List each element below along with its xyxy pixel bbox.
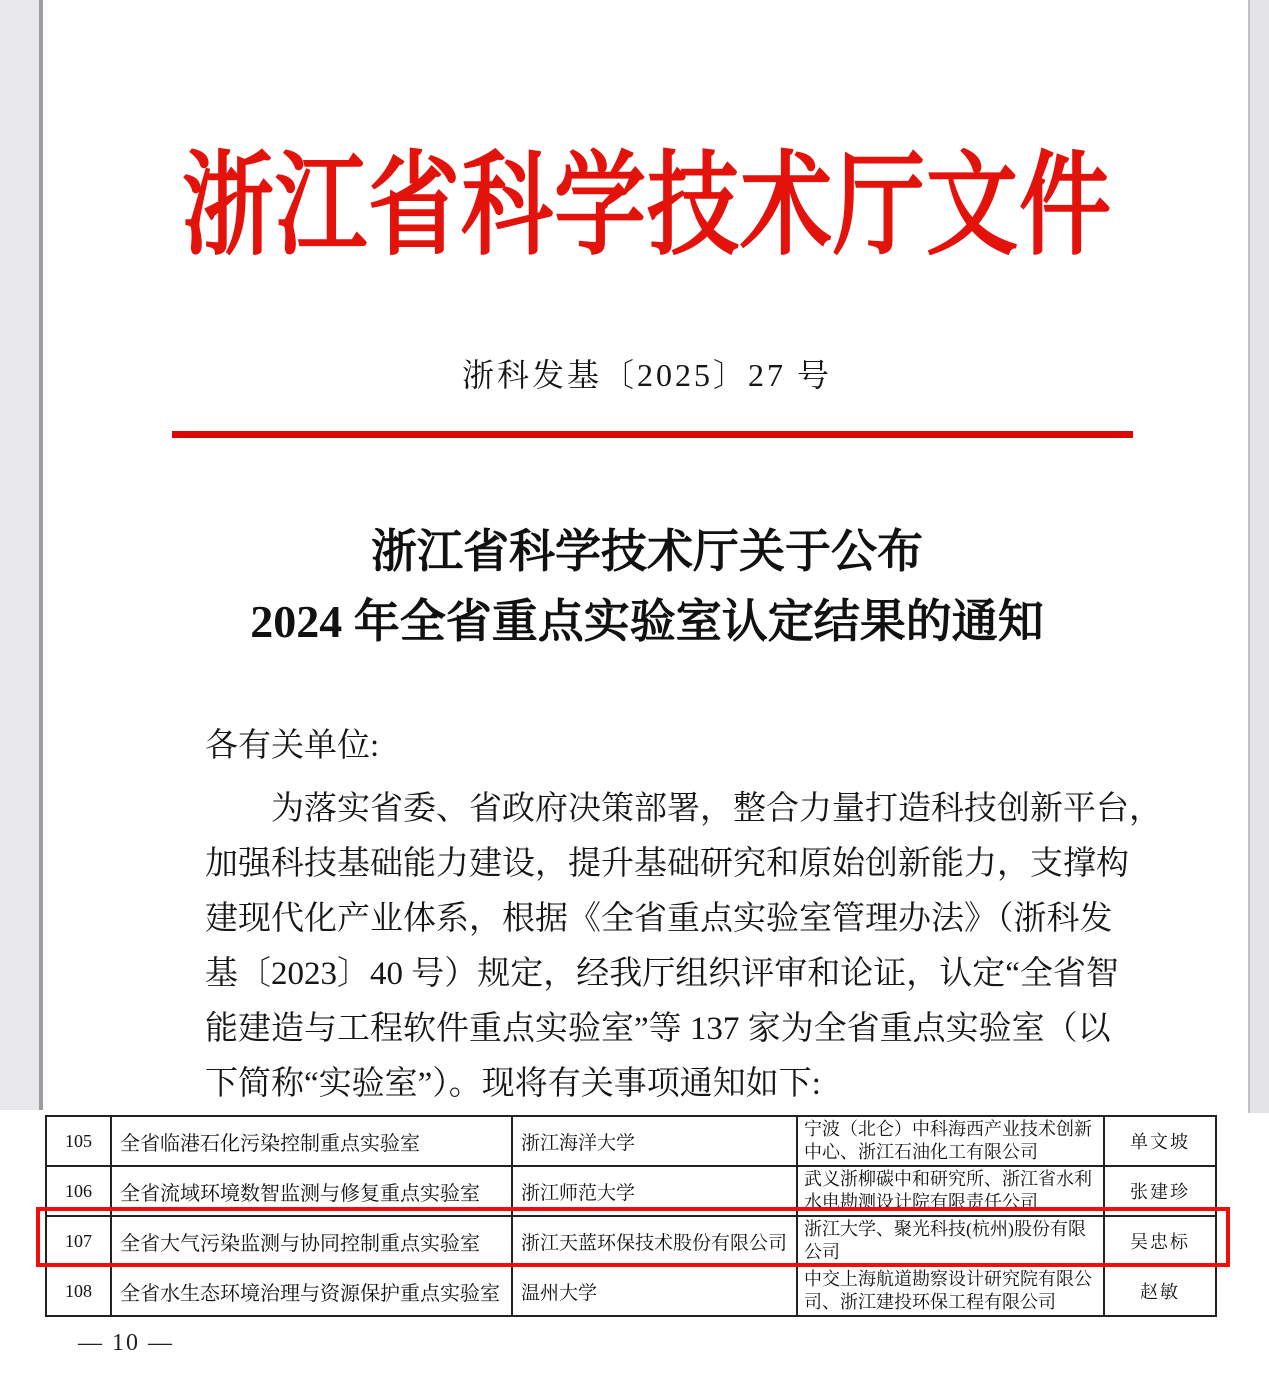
row-number-cell: 105 (46, 1116, 111, 1166)
director-cell: 吴忠标 (1104, 1216, 1216, 1266)
director-cell: 单文坡 (1104, 1116, 1216, 1166)
row-number-cell: 108 (46, 1266, 111, 1316)
partners-cell: 浙江大学、聚光科技(杭州)股份有限公司 (797, 1216, 1104, 1266)
lab-name-cell: 全省大气污染监测与协同控制重点实验室 (111, 1216, 512, 1266)
paragraph-line: 下简称“实验室”）。现将有关事项通知如下: (205, 1066, 821, 1102)
partners-cell: 武义浙柳碳中和研究所、浙江省水利水电勘测设计院有限责任公司 (797, 1166, 1104, 1216)
page-number: — 10 — (78, 1330, 174, 1356)
scanner-background-right (1248, 0, 1269, 1113)
table-row (46, 1116, 1216, 1166)
director-cell: 张建珍 (1104, 1166, 1216, 1216)
lab-name-cell: 全省流域环境数智监测与修复重点实验室 (111, 1166, 512, 1216)
paragraph-line: 基〔2023〕40 号）规定，经我厅组织评审和论证，认定“全省智 (205, 956, 1119, 992)
salutation: 各有关单位: (205, 728, 380, 764)
row-number-cell: 106 (46, 1166, 111, 1216)
agency-letterhead-title: 浙江省科学技术厅文件 (181, 143, 1112, 269)
table-row (46, 1266, 1216, 1316)
notice-title-line1: 浙江省科学技术厅关于公布 (371, 526, 923, 577)
paragraph-line: 建现代化产业体系，根据《全省重点实验室管理办法》（浙科发 (205, 901, 1113, 937)
table-row-highlighted (46, 1216, 1216, 1266)
institution-cell: 浙江海洋大学 (512, 1116, 797, 1166)
laboratory-results-table (45, 1115, 1217, 1317)
notice-title-line2: 2024 年全省重点实验室认定结果的通知 (250, 596, 1044, 647)
body-paragraph (205, 782, 1162, 1112)
row-number-cell: 107 (46, 1216, 111, 1266)
document-number: 浙科发基〔2025〕27 号 (461, 357, 832, 393)
paragraph-line: 加强科技基础能力建设，提升基础研究和原始创新能力，支撑构 (205, 846, 1129, 882)
paragraph-line: 为落实省委、省政府决策部署，整合力量打造科技创新平台， (271, 791, 1162, 827)
lab-name-cell: 全省临港石化污染控制重点实验室 (111, 1116, 512, 1166)
paragraph-line: 能建造与工程软件重点实验室”等 137 家为全省重点实验室（以 (205, 1011, 1111, 1047)
red-divider-line (172, 431, 1133, 438)
partners-cell: 中交上海航道勘察设计研究院有限公司、浙江建投环保工程有限公司 (797, 1266, 1104, 1316)
scanner-background-left (0, 0, 43, 1110)
table-row (46, 1166, 1216, 1216)
institution-cell: 浙江天蓝环保技术股份有限公司 (512, 1216, 797, 1266)
lab-name-cell: 全省水生态环境治理与资源保护重点实验室 (111, 1266, 512, 1316)
institution-cell: 温州大学 (512, 1266, 797, 1316)
institution-cell: 浙江师范大学 (512, 1166, 797, 1216)
partners-cell: 宁波（北仑）中科海西产业技术创新中心、浙江石油化工有限公司 (797, 1116, 1104, 1166)
director-cell: 赵敏 (1104, 1266, 1216, 1316)
